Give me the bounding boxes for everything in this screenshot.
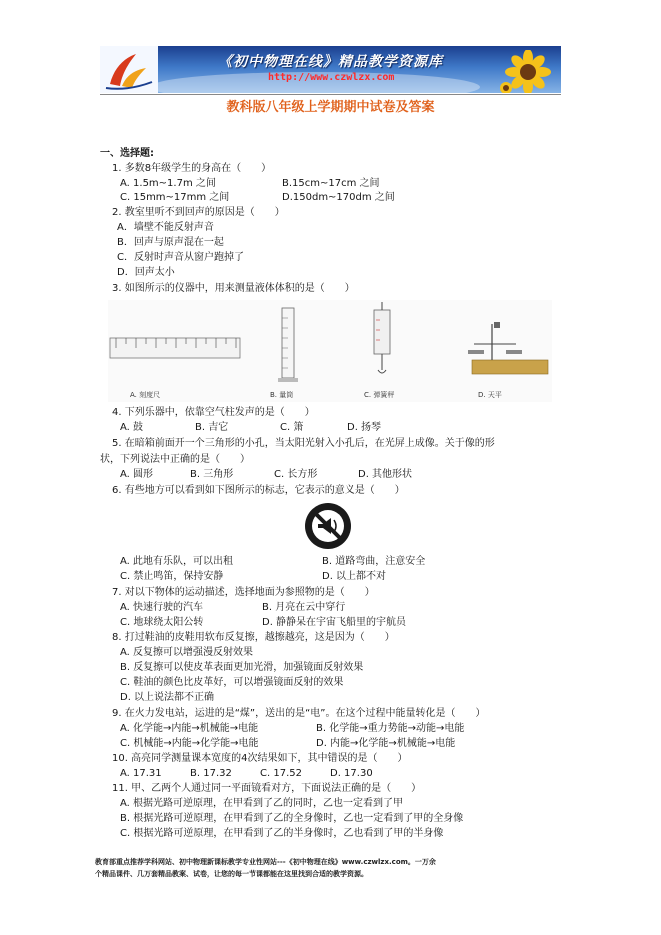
q11-option-a: A. 根据光路可逆原理，在甲看到了乙的同时，乙也一定看到了甲: [120, 798, 404, 809]
q2-option-c: C．反射时声音从窗户跑掉了: [117, 252, 244, 263]
question-2-stem: 2. 教室里听不到回声的原因是（ ）: [112, 207, 285, 218]
q1-option-d: D.150dm~170dm 之间: [282, 192, 395, 203]
q1-option-c: C. 15mm~17mm 之间: [120, 192, 230, 203]
graduated-cylinder-image: [278, 308, 298, 382]
q8-option-d: D. 以上说法都不正确: [120, 692, 215, 703]
q7-option-c: C. 地球绕太阳公转: [120, 617, 204, 628]
question-11-stem: 11. 甲、乙两个人通过同一平面镜看对方，下面说法正确的是（ ）: [112, 783, 422, 794]
q10-option-c: C. 17.52: [260, 768, 302, 779]
q2-option-d: D．回声太小: [117, 267, 175, 278]
q10-option-b: B. 17.32: [190, 768, 232, 779]
q7-option-a: A. 快速行驶的汽车: [120, 602, 204, 613]
document-title: 教科版八年级上学期期中试卷及答案: [226, 100, 435, 115]
q11-option-b: B. 根据光路可逆原理，在甲看到了乙的全身像时，乙也一定看到了甲的全身像: [120, 813, 464, 824]
footer-line-2: 个精品课件、几万套精品教案、试卷，让您的每一节课都能在这里找到合适的教学资源。: [95, 870, 368, 878]
q10-option-d: D. 17.30: [330, 768, 373, 779]
site-logo: [100, 46, 158, 93]
q7-option-b: B. 月亮在云中穿行: [262, 602, 346, 613]
question-5-stem-line2: 状，下列说法中正确的是（ ）: [100, 454, 250, 465]
no-horn-sign-icon: [304, 502, 352, 550]
q2-option-a: A．墙壁不能反射声音: [117, 222, 214, 233]
figure-label-d: D. 天平: [478, 391, 502, 399]
q5-option-b: B. 三角形: [190, 469, 234, 480]
sunflower-image: [498, 50, 556, 93]
question-3-stem: 3. 如图所示的仪器中，用来测量液体体积的是（ ）: [112, 283, 355, 294]
q6-option-d: D. 以上都不对: [322, 571, 387, 582]
section-heading: 一、选择题:: [100, 148, 154, 159]
question-6-stem: 6. 有些地方可以看到如下图所示的标志，它表示的意义是（ ）: [112, 485, 405, 496]
q7-option-d: D. 静静呆在宇宙飞船里的宇航员: [262, 617, 407, 628]
q4-option-d: D. 扬琴: [347, 422, 382, 433]
figure-label-c: C. 弹簧秤: [364, 391, 395, 399]
figure-label-b: B. 量筒: [270, 391, 294, 399]
q9-option-d: D. 内能→化学能→机械能→电能: [316, 738, 456, 749]
q5-option-c: C. 长方形: [274, 469, 318, 480]
q4-option-b: B. 吉它: [195, 422, 229, 433]
q3-instrument-figure: [108, 300, 552, 402]
q6-option-c: C. 禁止鸣笛，保持安静: [120, 571, 224, 582]
q8-option-a: A. 反复擦可以增强漫反射效果: [120, 647, 254, 658]
q9-option-c: C. 机械能→内能→化学能→电能: [120, 738, 259, 749]
question-7-stem: 7. 对以下物体的运动描述，选择地面为参照物的是（ ）: [112, 587, 375, 598]
q8-option-b: B. 反复擦可以使皮革表面更加光滑，加强镜面反射效果: [120, 662, 364, 673]
ruler-image: [110, 338, 240, 358]
question-8-stem: 8. 打过鞋油的皮鞋用软布反复擦，越擦越亮，这是因为（ ）: [112, 632, 395, 643]
q6-option-b: B. 道路弯曲，注意安全: [322, 556, 426, 567]
figure-label-a: A. 刻度尺: [130, 391, 161, 399]
banner-url[interactable]: http://www.czwlzx.com: [268, 72, 395, 83]
q1-option-b: B.15cm~17cm 之间: [282, 178, 380, 189]
q10-option-a: A. 17.31: [120, 768, 162, 779]
q5-option-a: A. 圆形: [120, 469, 154, 480]
question-10-stem: 10. 高亮同学测量课本宽度的4次结果如下，其中错误的是（ ）: [112, 753, 408, 764]
spring-scale-image: [374, 302, 390, 373]
q8-option-c: C. 鞋油的颜色比皮革好，可以增强镜面反射的效果: [120, 677, 344, 688]
q2-option-b: B．回声与原声混在一起: [117, 237, 224, 248]
footer-line-1: 教育部重点推荐学科网站、初中物理新课标教学专业性网站---《初中物理在线》www.czwlzx.com。一万余: [95, 858, 436, 866]
banner-title: 《初中物理在线》精品教学资源库: [218, 54, 443, 70]
q5-option-d: D. 其他形状: [358, 469, 413, 480]
header-banner: [100, 46, 561, 93]
q6-option-a: A. 此地有乐队，可以出租: [120, 556, 234, 567]
q9-option-a: A. 化学能→内能→机械能→电能: [120, 723, 259, 734]
balance-image: [468, 322, 548, 374]
q1-option-a: A. 1.5m~1.7m 之间: [120, 178, 216, 189]
header-divider: [100, 94, 561, 95]
question-9-stem: 9. 在火力发电站，运进的是“煤”，送出的是“电”。在这个过程中能量转化是（ ）: [112, 708, 486, 719]
question-5-stem-line1: 5. 在暗箱前面开一个三角形的小孔，当太阳光射入小孔后，在光屏上成像。关于像的形: [112, 438, 495, 449]
q11-option-c: C. 根据光路可逆原理，在甲看到了乙的半身像时，乙也看到了甲的半身像: [120, 828, 444, 839]
q4-option-c: C. 箫: [280, 422, 304, 433]
q9-option-b: B. 化学能→重力势能→动能→电能: [316, 723, 465, 734]
q4-option-a: A. 鼓: [120, 422, 144, 433]
question-1-stem: 1. 多数8年级学生的身高在（ ）: [112, 163, 272, 174]
question-4-stem: 4. 下列乐器中，依靠空气柱发声的是（ ）: [112, 407, 315, 418]
